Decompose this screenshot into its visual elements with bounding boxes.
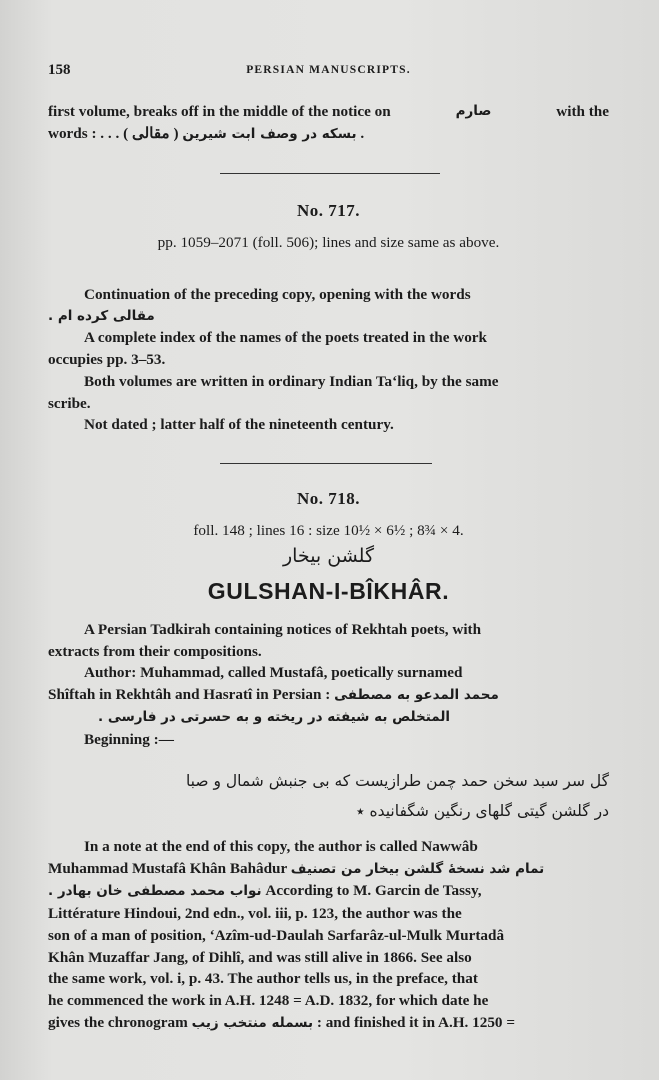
- text-line: gives the chronogram بسمله منتخب زیب : and finished it in A.H. 1250 =: [48, 1013, 515, 1031]
- title-persian: گلشن بیخار: [282, 545, 375, 567]
- entry-717-details: pp. 1059–2071 (foll. 506); lines and size same as above.: [157, 234, 500, 251]
- continuation-paragraph: [48, 101, 609, 145]
- work-title: GULSHAN-I-BÎKHÂR.: [207, 578, 450, 604]
- entry-number-718: No. 718.: [296, 489, 361, 508]
- entry-718-details: foll. 148 ; lines 16 : size 10½ × 6½ ; 8¾ × 4.: [193, 522, 464, 539]
- entry-number-717: No. 717.: [296, 201, 361, 220]
- text-line: words : . . . ( مقالی ) بسکه در وصف ابت شیرین .: [48, 124, 365, 142]
- text-line: Shîftah in Rekhtâh and Hasratî in Persian : محمد المدعو به مصطفی: [48, 686, 499, 704]
- entry-718-body: A Persian Tadkirah containing notices of Rekhtah poets, with extracts from their compositions. Author: Muhammad, called Mustafâ, poetically surnamed Shîftah in Rekhtâh and Hasratî in Persian : محمد المدعو به مصطفی المتخلص به شیفته در ریخته و به حسرتی در فارسی . Beginning :—: [48, 619, 609, 750]
- section-divider: [220, 173, 440, 174]
- opening-verse: گل سر سبد سخن حمد چمن طرازیست که بی جنبش شمال و صبا در گلشن گیتی گلهای رنگین شگفانیده ٭: [185, 772, 609, 820]
- page-header: [48, 62, 609, 82]
- section-divider: [220, 463, 432, 464]
- text-line: Muhammad Mustafâ Khân Bahâdur تمام شد نسخهٔ گلشن بیخار من تصنیف: [48, 859, 545, 877]
- running-title: PERSIAN MANUSCRIPTS.: [246, 64, 411, 76]
- text-line: first volume, breaks off in the middle of the notice on صارم with the: [48, 103, 609, 120]
- note-paragraph: In a note at the end of this copy, the author is called Nawwâb Muhammad Mustafâ Khân Bahâdur تمام شد نسخهٔ گلشن بیخار من تصنیف نواب محمد مصطفی خان بهادر . According to M. Garcin de Tassy, Littérature Hindoui, 2nd edn., vol. iii, p. 123, the author was the son of a man of position, ‘Azîm-ud-Daulah Sarfarâz-ul-Mulk Murtadâ Khân Muzaffar Jang, of Dihlî, and was still alive in 1866. See also the same work, vol. i, p. 43. The author tells us, in the preface, that he commenced the work in A.H. 1248 = A.D. 1832, for which date he gives the chronogram بسمله منتخب زیب : and finished it in A.H. 1250 =: [48, 836, 609, 1034]
- page-number: 158: [48, 62, 71, 78]
- entry-717-body: Continuation of the preceding copy, opening with the words مقالی کرده ام . A complete index of the names of the poets treated in the work occupies pp. 3–53. Both volumes are written in ordinary Indian Ta‘liq, by the same scribe. Not dated ; latter half of the nineteenth century.: [48, 286, 499, 434]
- text-line: نواب محمد مصطفی خان بهادر . According to M. Garcin de Tassy,: [48, 882, 482, 900]
